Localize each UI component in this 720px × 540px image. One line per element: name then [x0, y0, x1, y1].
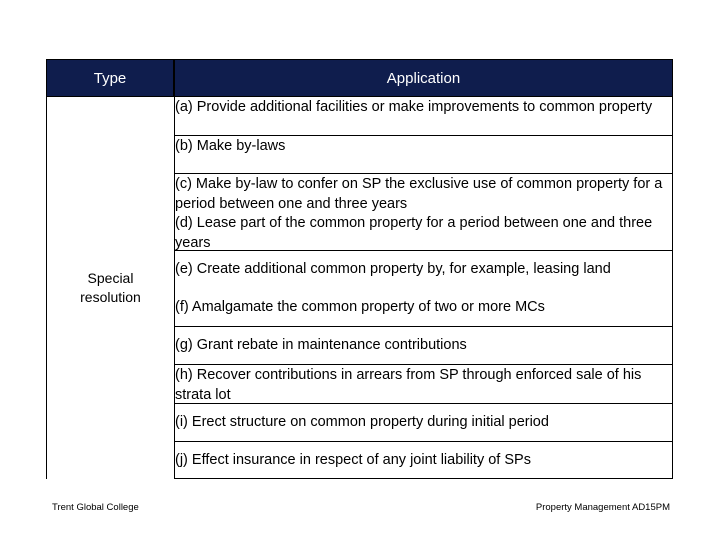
application-row-b: (b) Make by-laws — [175, 136, 672, 174]
application-row-i: (i) Erect structure on common property during initial period — [175, 404, 672, 442]
application-row-j: (j) Effect insurance in respect of any joint liability of SPs — [175, 442, 672, 479]
type-cell — [46, 97, 174, 479]
footer-college-name: Trent Global College — [52, 502, 139, 513]
application-row-h: (h) Recover contributions in arrears from SP through enforced sale of his strata lot — [175, 365, 672, 404]
column-header-application: Application — [174, 59, 673, 97]
type-label-line1: Special — [87, 270, 134, 286]
application-row-e: (e) Create additional common property by, for example, leasing land — [175, 261, 611, 277]
column-header-type: Type — [46, 59, 174, 97]
application-column — [174, 97, 673, 479]
type-label-line2: resolution — [80, 289, 141, 305]
resolution-table — [46, 59, 673, 479]
application-row-a: (a) Provide additional facilities or make improvements to common property — [175, 97, 672, 136]
footer-course-code: Property Management AD15PM — [535, 502, 670, 513]
application-row-d: (d) Lease part of the common property for a period between one and three years — [175, 213, 672, 251]
application-row-f: (f) Amalgamate the common property of two or more MCs — [175, 289, 672, 327]
application-row-c: (c) Make by-law to confer on SP the exclusive use of common property for a period between one and three years — [175, 176, 663, 212]
application-row-g: (g) Grant rebate in maintenance contributions — [175, 327, 672, 365]
